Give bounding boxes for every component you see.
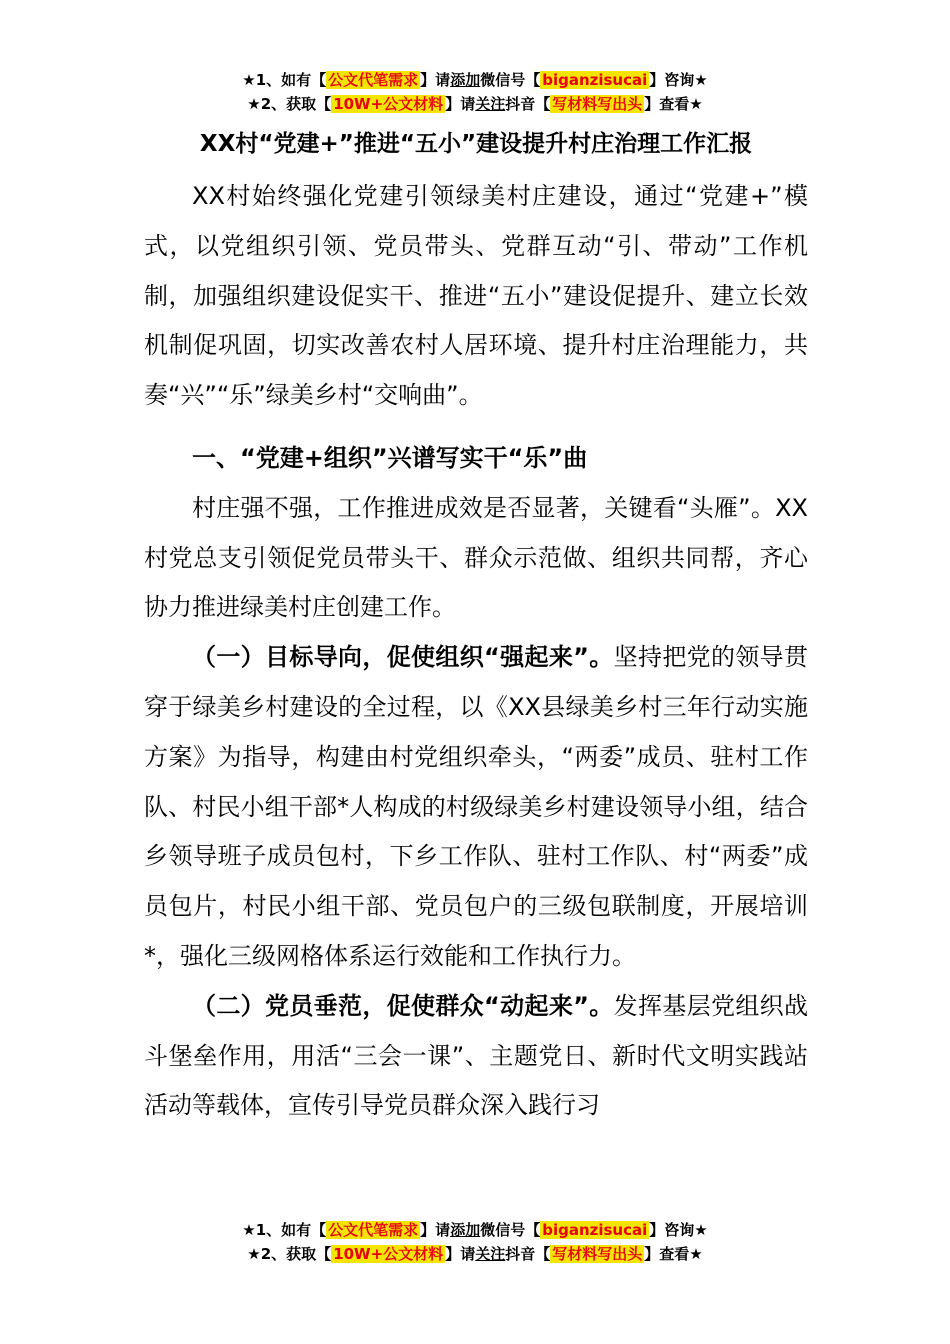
- promo-text: 】请: [420, 1221, 451, 1239]
- promo-text: 抖音【: [505, 95, 551, 113]
- promo-text: 】请: [420, 71, 451, 89]
- promo-text: 微信号【: [480, 1221, 541, 1239]
- section-heading-1: 一、“党建+组织”兴谱写实干“乐”曲: [192, 443, 588, 472]
- section-1-paragraph: 村庄强不强，工作推进成效是否显著，关键看“头雁”。XX村党总支引领促党员带头干、群众示范做、组织共同帮，齐心协力推进绿美村庄创建工作。: [144, 493, 808, 622]
- promo-text: 】请: [445, 1245, 476, 1263]
- promo-line-2: [0, 92, 950, 116]
- promo-wechat-id: biganzisucai: [542, 1221, 648, 1239]
- document-body: [144, 128, 808, 1131]
- subsection-1-heading: （一）目标导向，促使组织“强起来”。: [192, 643, 614, 672]
- subsection-2-body: 发挥基层党组织战斗堡垒作用，用活“三会一课”、主题党日、新时代文明实践站活动等载体，宣传引导党员群众深入践行习: [144, 991, 809, 1120]
- promo-text: 抖音【: [505, 1245, 551, 1263]
- promo-text: ★1、如有【: [242, 1221, 327, 1239]
- promo-highlight: 10W+公文材料: [333, 1245, 444, 1263]
- promo-highlight: 公文代笔需求: [328, 1221, 419, 1239]
- promo-text: ★2、获取【: [247, 1245, 332, 1263]
- promo-highlight: 10W+公文材料: [333, 95, 444, 113]
- promo-text: ★1、如有【: [242, 71, 327, 89]
- promo-line-1: [0, 68, 950, 92]
- promo-text: 】查看★: [644, 1245, 703, 1263]
- promo-line-1: [0, 1218, 950, 1242]
- promo-text: 】请: [445, 95, 476, 113]
- promo-douyin-id: 写材料写出头: [552, 1245, 643, 1263]
- promo-wechat-id: biganzisucai: [542, 71, 648, 89]
- promo-douyin-id: 写材料写出头: [552, 95, 643, 113]
- subsection-1-paragraph: [144, 633, 808, 982]
- promo-text: ★2、获取【: [247, 95, 332, 113]
- promo-text: 微信号【: [480, 71, 541, 89]
- promo-underlined-text: 添加: [450, 71, 481, 89]
- intro-paragraph: XX村始终强化党建引领绿美村庄建设，通过“党建+”模式，以党组织引领、党员带头、党群互动“引、带动”工作机制，加强组织建设促实干、推进“五小”建设促提升、建立长效机制促巩固，切实改善农村人居环境、提升村庄治理能力，共奏“兴”“乐”绿美乡村“交响曲”。: [144, 182, 808, 410]
- promo-underlined-text: 关注: [475, 1245, 506, 1263]
- promo-line-2: [0, 1242, 950, 1266]
- promo-underlined-text: 关注: [475, 95, 506, 113]
- promo-text: 】咨询★: [649, 71, 708, 89]
- promo-highlight: 公文代笔需求: [328, 71, 419, 89]
- subsection-2-paragraph: [144, 982, 808, 1131]
- subsection-1-body: 坚持把党的领导贯穿于绿美乡村建设的全过程，以《XX县绿美乡村三年行动实施方案》为指导，构建由村党组织牵头，“两委”成员、驻村工作队、村民小组干部*人构成的村级绿美乡村建设领导小组，结合乡领导班子成员包村，下乡工作队、驻村工作队、村“两委”成员包片，村民小组干部、党员包户的三级包联制度，开展培训*，强化三级网格体系运行效能和工作执行力。: [144, 643, 809, 970]
- promo-text: 】咨询★: [649, 1221, 708, 1239]
- promo-underlined-text: 添加: [450, 1221, 481, 1239]
- document-title: XX村“党建+”推进“五小”建设提升村庄治理工作汇报: [199, 131, 753, 157]
- subsection-2-heading: （二）党员垂范，促使群众“动起来”。: [192, 991, 614, 1020]
- promo-text: 】查看★: [644, 95, 703, 113]
- header-promo-banner: [0, 68, 950, 116]
- footer-promo-banner: [0, 1218, 950, 1266]
